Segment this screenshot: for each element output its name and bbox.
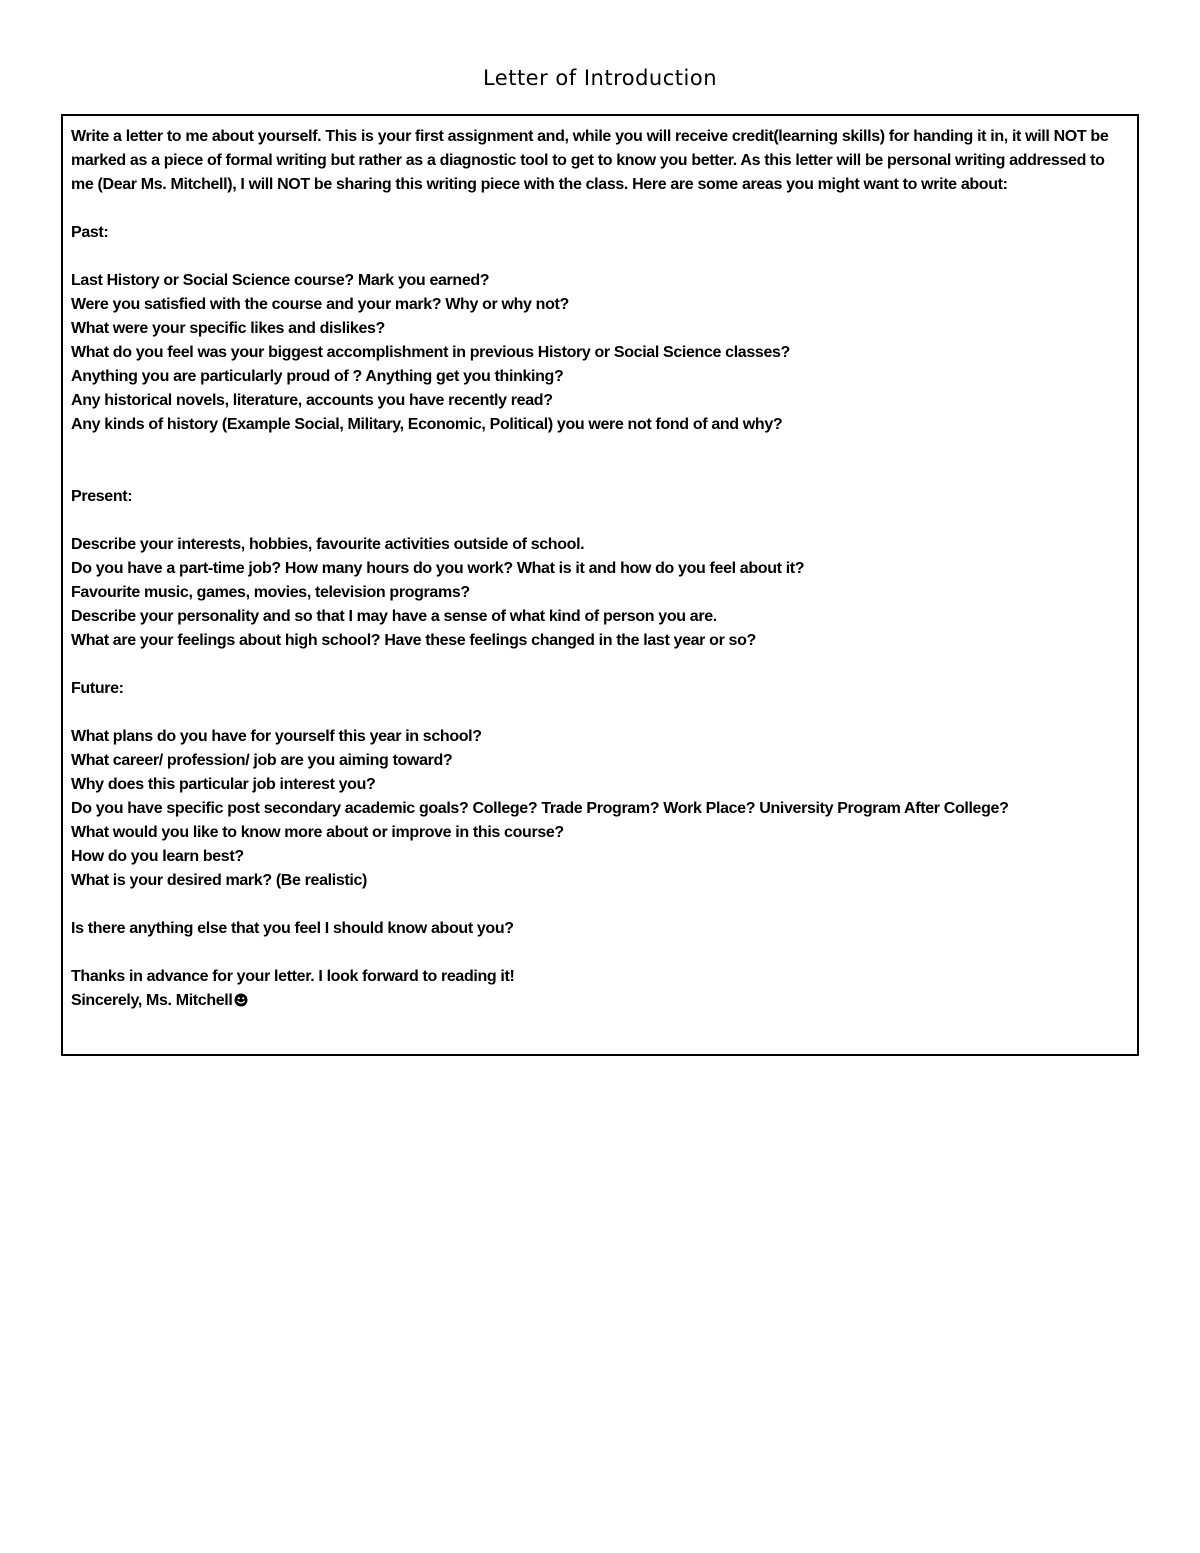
list-item: What is your desired mark? (Be realistic): [71, 872, 367, 889]
list-item: Any historical novels, literature, accounts you have recently read?: [71, 392, 553, 409]
list-item: Describe your interests, hobbies, favourite activities outside of school.: [71, 536, 585, 553]
list-item: What plans do you have for yourself this year in school?: [71, 728, 482, 745]
list-item: What are your feelings about high school? Have these feelings changed in the last year or so?: [71, 632, 756, 649]
list-item: Why does this particular job interest you?: [71, 776, 376, 793]
list-item: Favourite music, games, movies, television programs?: [71, 584, 470, 601]
list-item: How do you learn best?: [71, 848, 244, 865]
assignment-content: [71, 125, 1121, 1013]
list-item: What career/ profession/ job are you aiming toward?: [71, 752, 453, 769]
thanks-line: Thanks in advance for your letter. I look forward to reading it!: [71, 968, 515, 985]
signature-text: Sincerely, Ms. Mitchell: [71, 992, 233, 1009]
list-item: What would you like to know more about or improve in this course?: [71, 824, 564, 841]
list-item: What were your specific likes and dislikes?: [71, 320, 385, 337]
intro-paragraph: Write a letter to me about yourself. This is your first assignment and, while you will receive credit(learning skills) for handing it in, it will NOT be marked as a piece of formal writing but rather as a diagnostic tool to get to know you better. As this letter will be personal writing addressed to me (Dear Ms. Mitchell), I will NOT be sharing this writing piece with the class. Here are some areas you might want to write about:: [71, 128, 1109, 193]
section-heading-future: Future:: [71, 680, 124, 697]
list-item: Do you have specific post secondary academic goals? College? Trade Program? Work Place? University Program After College?: [71, 800, 1009, 817]
assignment-box: [61, 114, 1139, 1056]
list-item: Were you satisfied with the course and your mark? Why or why not?: [71, 296, 569, 313]
list-item: Anything you are particularly proud of ? Anything get you thinking?: [71, 368, 564, 385]
closing-question: Is there anything else that you feel I should know about you?: [71, 920, 514, 937]
page-title: Letter of Introduction: [482, 66, 718, 90]
list-item: Describe your personality and so that I may have a sense of what kind of person you are.: [71, 608, 717, 625]
list-item: Last History or Social Science course? Mark you earned?: [71, 272, 490, 289]
signature-line: [71, 989, 1121, 1013]
list-item: Do you have a part-time job? How many hours do you work? What is it and how do you feel about it?: [71, 560, 805, 577]
section-heading-present: Present:: [71, 488, 133, 505]
list-item: Any kinds of history (Example Social, Military, Economic, Political) you were not fond of and why?: [71, 416, 783, 433]
section-heading-past: Past:: [71, 224, 109, 241]
list-item: What do you feel was your biggest accomplishment in previous History or Social Science classes?: [71, 344, 790, 361]
smiley-face-icon: [234, 993, 248, 1007]
